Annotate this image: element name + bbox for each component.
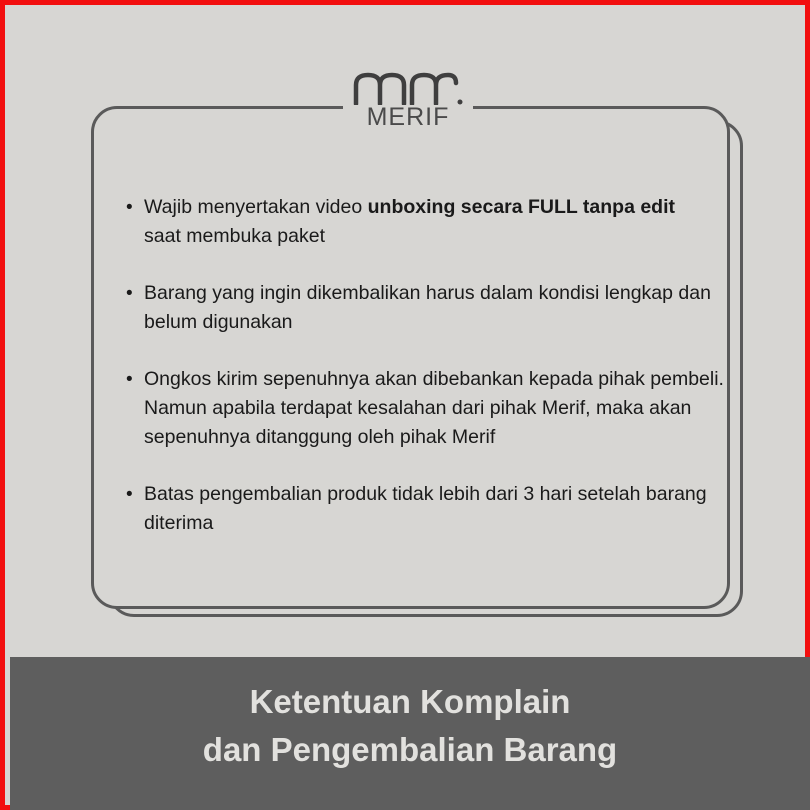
- rule-item: • Batas pengembalian produk tidak lebih dari 3 hari setelah barang diterima: [126, 480, 726, 538]
- rule-item: • Wajib menyertakan video unboxing secara FULL tanpa edit saat membuka paket: [126, 193, 726, 251]
- rule-item: • Barang yang ingin dikembalikan harus dalam kondisi lengkap dan belum digunakan: [126, 279, 726, 337]
- rules-list: [126, 193, 726, 566]
- brand-name: MERIF: [366, 103, 450, 131]
- rule-item: • Ongkos kirim sepenuhnya akan dibebankan kepada pihak pembeli. Namun apabila terdapat kesalahan dari pihak Merif, maka akan sepenuhnya ditanggung oleh pihak Merif: [126, 365, 726, 452]
- mr-monogram-logo-icon: [352, 71, 464, 105]
- footer-title-line2: dan Pengembalian Barang: [202, 731, 618, 768]
- brand-logo: [343, 67, 473, 141]
- footer-banner: [10, 657, 810, 810]
- footer-title-line1: Ketentuan Komplain: [249, 683, 571, 720]
